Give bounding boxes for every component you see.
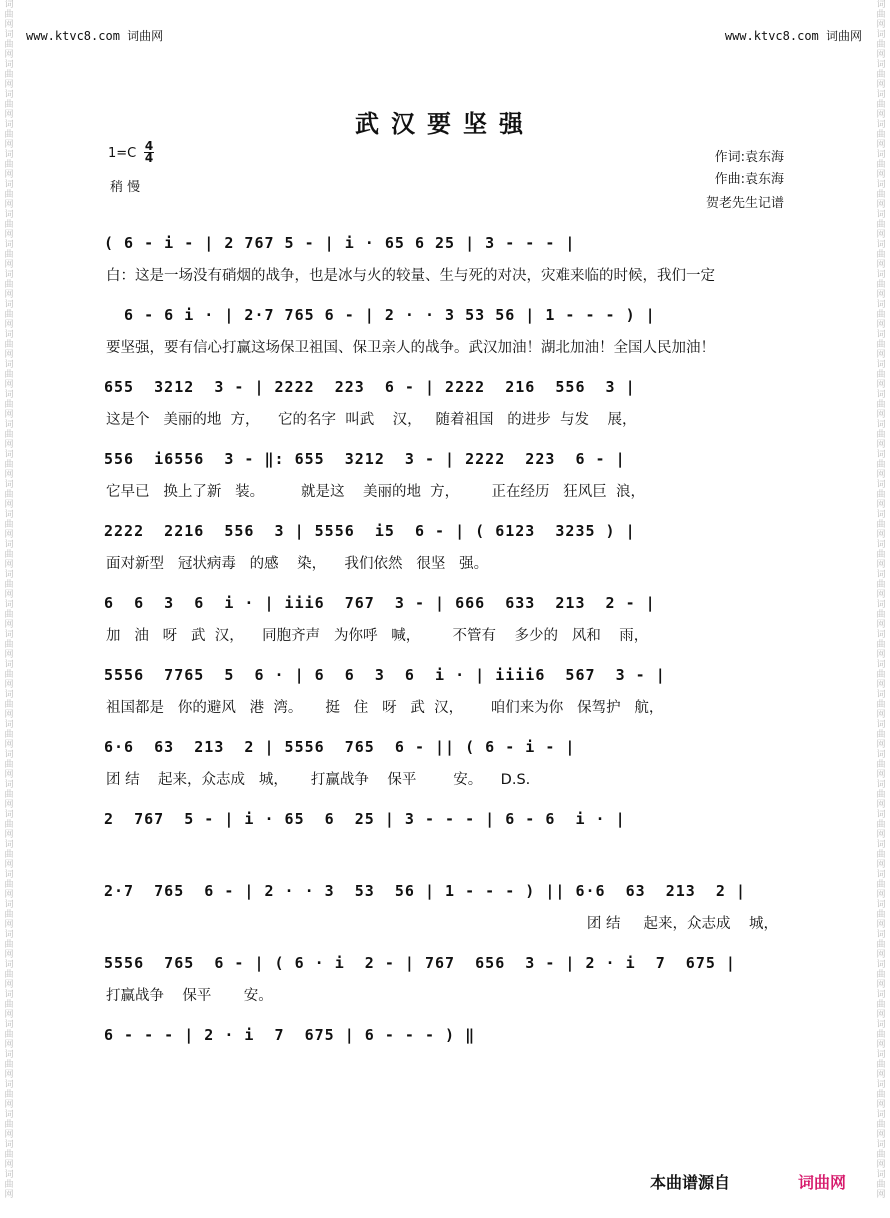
footer-source-label: 本曲谱源自 (650, 1173, 731, 1192)
notation-row: 6 - 6 i · | 2·7 765 6 - | 2 · · 3 53 56 | 1 - - - ) | (104, 306, 656, 324)
lyric-row: 要坚强，要有信心打赢这场保卫祖国、保卫亲人的战争。武汉加油！湖北加油！全国人民加油！ (106, 340, 715, 356)
notation-row: 6 - - - | 2 · i 7 675 | 6 - - - ) ‖ (104, 1026, 476, 1044)
transcriber-credit: 贺老先生记谱 (705, 196, 784, 211)
notation-row: 655 3212 3 - | 2222 223 6 - | 2222 216 556 3 | (104, 378, 636, 396)
lyric-row: 团 结 起来，众志成 城， 打赢战争 保平 安。 D.S. (106, 772, 531, 788)
site-url-right[interactable]: www.ktvc8.com 词曲网 (724, 29, 862, 43)
footer-brand-link[interactable]: 词曲网 (798, 1173, 847, 1192)
notation-row: ( 6 - i - | 2 767 5 - | i · 65 6 25 | 3 - - - | (104, 234, 576, 252)
site-url-left[interactable]: www.ktvc8.com 词曲网 (26, 29, 164, 43)
notation-row: 2 767 5 - | i · 65 6 25 | 3 - - - | 6 - 6 i · | (104, 810, 626, 828)
watermark-text: 词曲网词曲网词曲网词曲网词曲网词曲网词曲网词曲网词曲网词曲网词曲网词曲网词曲网词曲网词曲网词曲网词曲网词曲网词曲网词曲网词曲网词曲网词曲网词曲网词曲网词曲网词曲网词曲网词曲网词曲网词曲网词曲网词曲网词曲网词曲网词曲网词曲网词曲网词曲网词曲网 (876, 0, 886, 1200)
notation-row: 5556 765 6 - | ( 6 · i 2 - | 767 656 3 - | 2 · i 7 675 | (104, 954, 736, 972)
lyric-row: 加 油 呀 武 汉， 同胞齐声 为你呼 喊， 不管有 多少的 风和 雨， (106, 628, 649, 644)
notation-row: 5556 7765 5 6 · | 6 6 3 6 i · | iiii6 567 3 - | (104, 666, 666, 684)
composer-credit: 作曲:袁东海 (714, 172, 784, 187)
key-signature: 1=C (108, 146, 137, 161)
lyric-row: 团 结 起来，众志成 城， (586, 916, 778, 932)
lyric-row: 祖国都是 你的避风 港 湾。 挺 住 呀 武 汉， 咱们来为你 保驾护 航， (106, 700, 664, 716)
side-watermark-left (2, 0, 16, 1218)
notation-row: 6·6 63 213 2 | 5556 765 6 - || ( 6 - i - | (104, 738, 576, 756)
lyric-row: 这是个 美丽的地 方， 它的名字 叫武 汉， 随着祖国 的进步 与发 展， (106, 412, 637, 428)
side-watermark-right (874, 0, 888, 1218)
lyricist-credit: 作词:袁东海 (714, 150, 784, 165)
watermark-text: 词曲网词曲网词曲网词曲网词曲网词曲网词曲网词曲网词曲网词曲网词曲网词曲网词曲网词曲网词曲网词曲网词曲网词曲网词曲网词曲网词曲网词曲网词曲网词曲网词曲网词曲网词曲网词曲网词曲网词曲网词曲网词曲网词曲网词曲网词曲网词曲网词曲网词曲网词曲网词曲网 (4, 0, 14, 1200)
notation-row: 6 6 3 6 i · | iii6 767 3 - | 666 633 213 2 - | (104, 594, 656, 612)
time-signature-top: 4 (144, 139, 154, 153)
notation-row: 2222 2216 556 3 | 5556 i5 6 - | ( 6123 3235 ) | (104, 522, 636, 540)
lyric-row: 白：这是一场没有硝烟的战争，也是冰与火的较量、生与死的对决，灾难来临的时候，我们一定 (106, 268, 715, 284)
lyric-row: 打赢战争 保平 安。 (106, 988, 273, 1004)
lyric-row: 面对新型 冠状病毒 的感 染， 我们依然 很坚 强。 (106, 556, 489, 572)
time-signature-bottom: 4 (144, 151, 154, 165)
notation-row: 2·7 765 6 - | 2 · · 3 53 56 | 1 - - - ) || 6·6 63 213 2 | (104, 882, 746, 900)
tempo-marking: 稍 慢 (110, 180, 141, 195)
lyric-row: 它早已 换上了新 装。 就是这 美丽的地 方， 正在经历 狂风巨 浪， (106, 484, 645, 500)
song-title: 武汉要坚强 (355, 109, 535, 138)
time-signature (144, 141, 154, 164)
notation-row: 556 i6556 3 - ‖: 655 3212 3 - | 2222 223 6 - | (104, 450, 626, 468)
